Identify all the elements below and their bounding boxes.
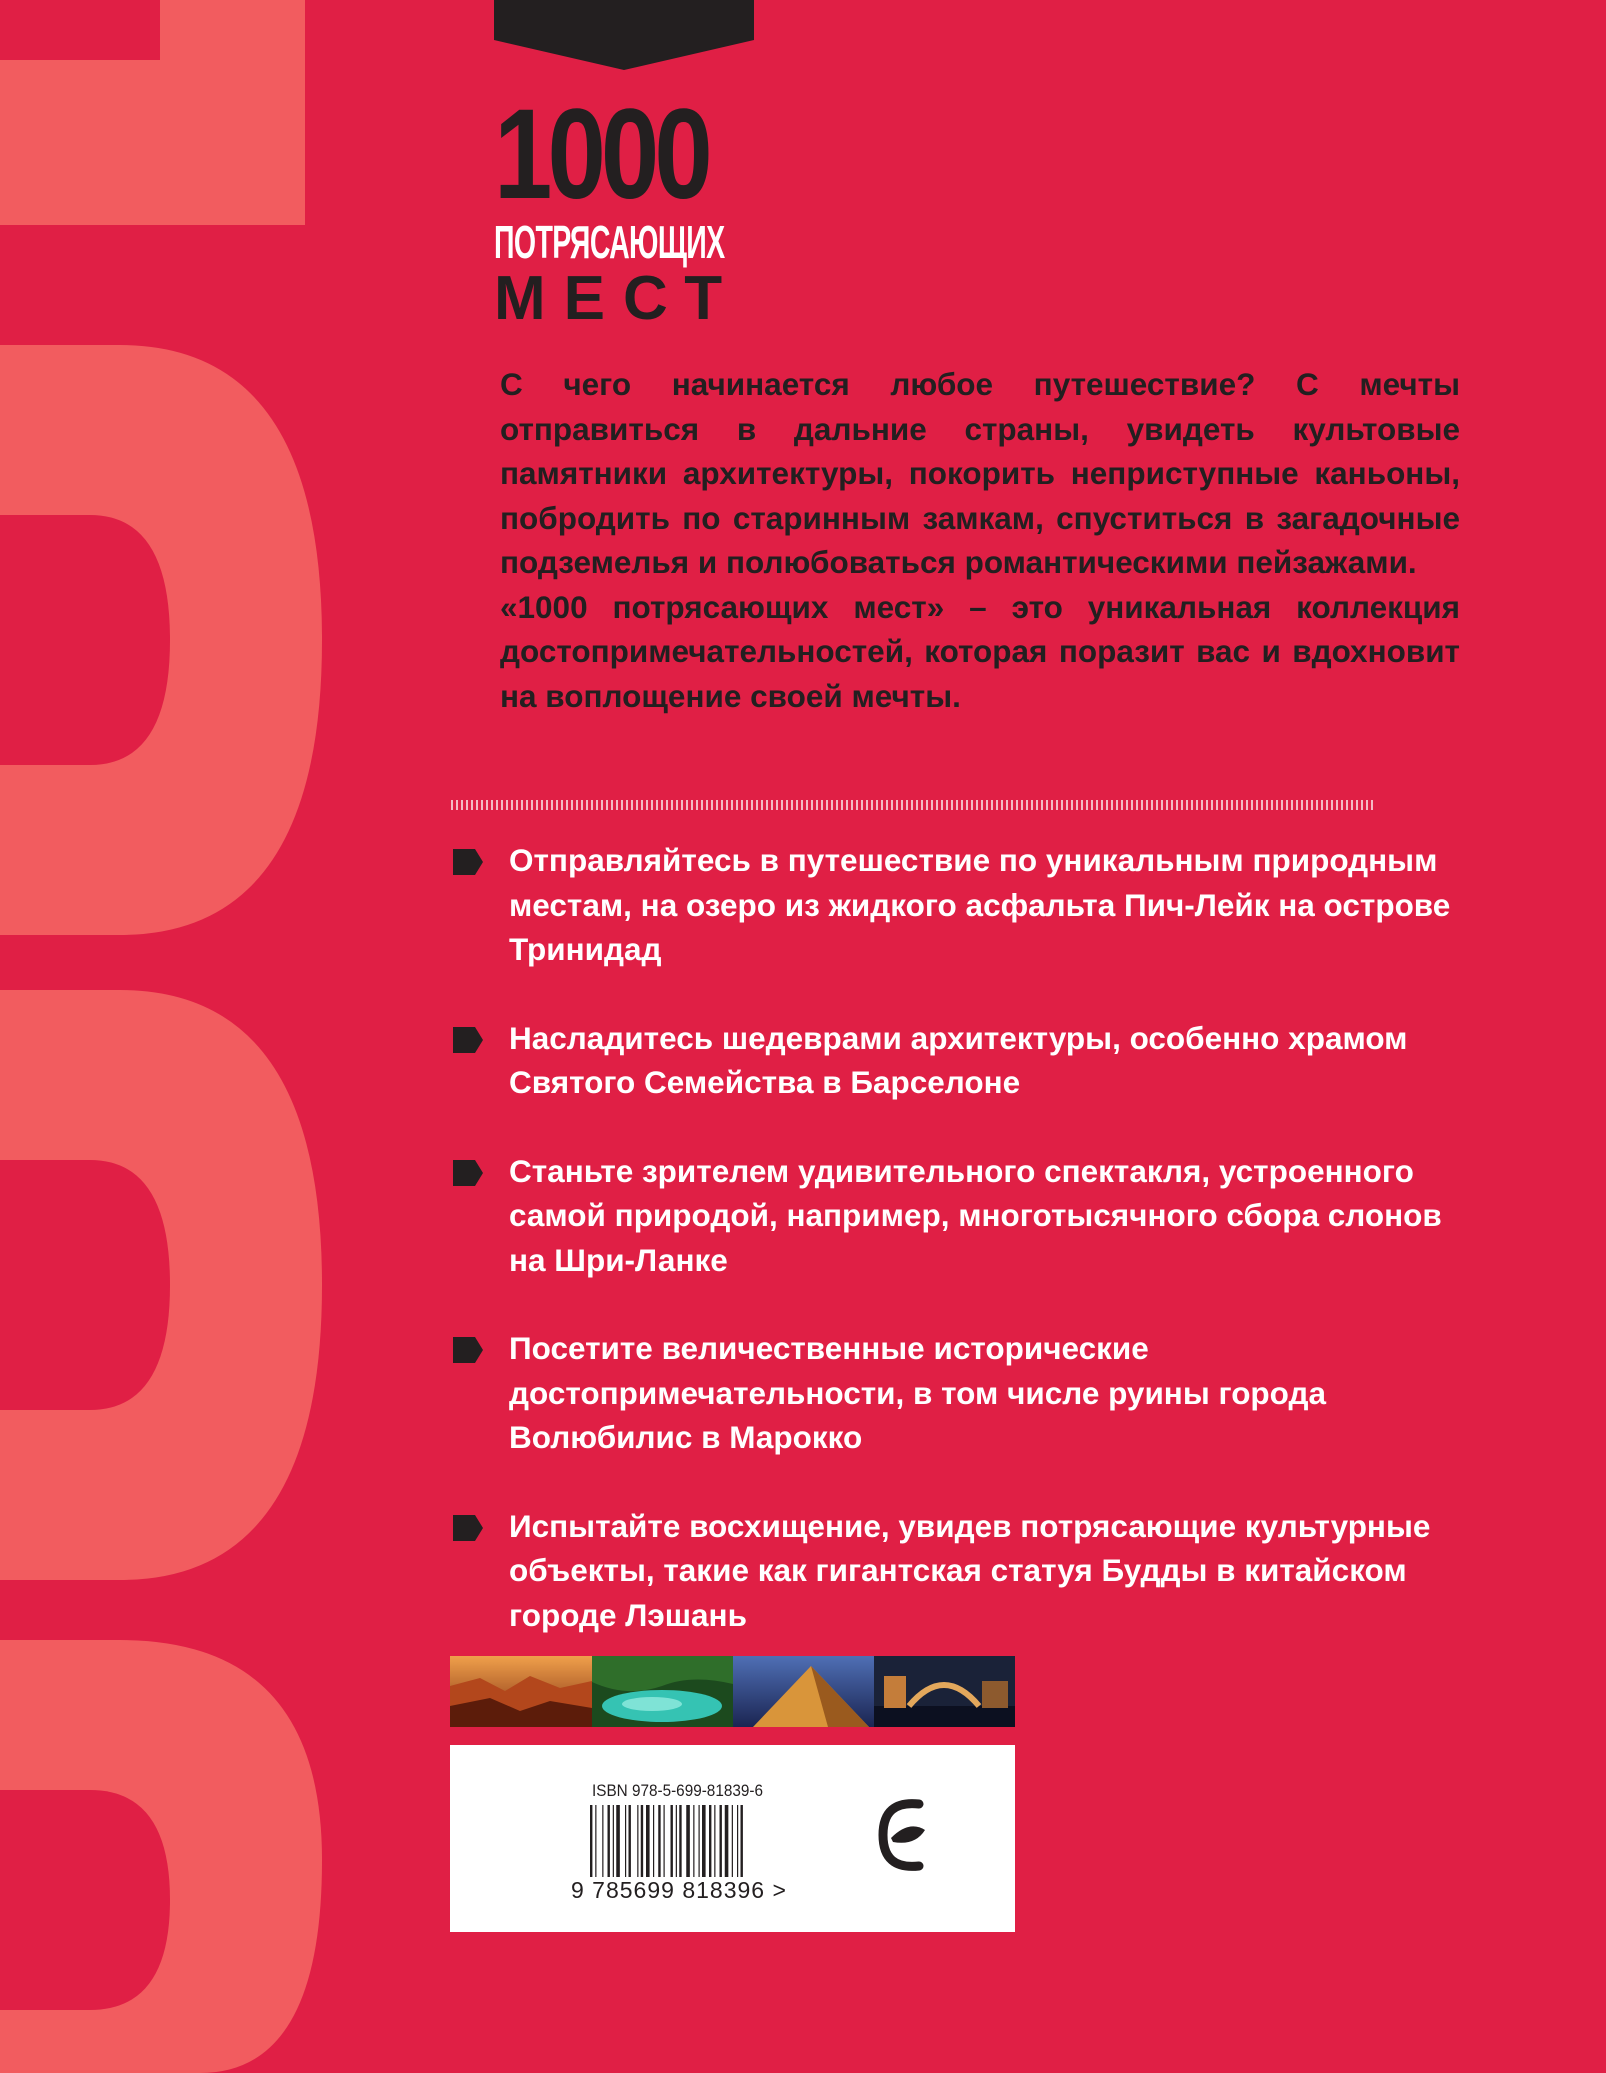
bullet-icon xyxy=(451,845,485,879)
lagoon-photo xyxy=(592,1656,733,1727)
feature-text: Испытайте восхищение, увидев потрясающие культурные объекты, такие как гигантская статуя Будды в китайском городе Лэшань xyxy=(509,1507,1431,1633)
pyramid-photo xyxy=(733,1656,874,1727)
bullet-icon xyxy=(451,1511,485,1545)
eksmo-logo-icon xyxy=(875,1790,935,1880)
intro-paragraph-2: «1000 потрясающих мест» – это уникальная коллекция достопримечательностей, которая поразит вас и вдохновит на воплощение своей мечты. xyxy=(500,588,1460,714)
logo-line1: ПОТРЯСАЮЩИХ xyxy=(494,216,725,268)
feature-item xyxy=(451,1326,1461,1460)
feature-item xyxy=(451,1016,1461,1105)
barcode-box xyxy=(450,1745,1015,1932)
top-tab xyxy=(494,0,754,70)
feature-item xyxy=(451,1149,1461,1283)
isbn-text: ISBN 978-5-699-81839-6 xyxy=(592,1781,763,1800)
bullet-icon xyxy=(451,1333,485,1367)
bullet-icon xyxy=(451,1156,485,1190)
barcode-digits: 9 785699 818396 > xyxy=(571,1877,787,1903)
bridge-photo xyxy=(874,1656,1015,1727)
series-logo xyxy=(494,83,754,333)
feature-text: Посетите величественные исторические достопримечательности, в том числе руины города Волюбилис в Марокко xyxy=(509,1330,1327,1455)
bullet-icon xyxy=(451,1023,485,1057)
logo-line2: МЕСТ xyxy=(494,264,741,333)
feature-item xyxy=(451,838,1461,972)
canyon-photo xyxy=(450,1656,592,1727)
feature-list xyxy=(451,838,1461,1681)
logo-number: 1000 xyxy=(494,83,708,226)
barcode-icon xyxy=(590,1805,790,1877)
dotted-divider xyxy=(451,800,1375,810)
photo-strip xyxy=(450,1656,1015,1727)
feature-text: Насладитесь шедеврами архитектуры, особенно храмом Святого Семейства в Барселоне xyxy=(509,1019,1408,1100)
feature-text: Отправляйтесь в путешествие по уникальным природным местам, на озеро из жидкого асфальта Пич-Лейк на острове Тринидад xyxy=(509,842,1451,967)
background-digits xyxy=(0,0,330,2073)
feature-item xyxy=(451,1504,1461,1638)
intro-paragraph-1: С чего начинается любое путешествие? С мечты отправиться в дальние страны, увидеть культовые памятники архитектуры, покорить неприступные каньоны, побродить по старинным замкам, спуститься в загадочные подземелья и полюбоваться романтическими пейзажами. xyxy=(500,366,1460,580)
feature-text: Станьте зрителем удивительного спектакля, устроенного самой природой, например, многотысячного сбора слонов на Шри-Ланке xyxy=(509,1152,1442,1278)
intro-text xyxy=(500,362,1460,718)
